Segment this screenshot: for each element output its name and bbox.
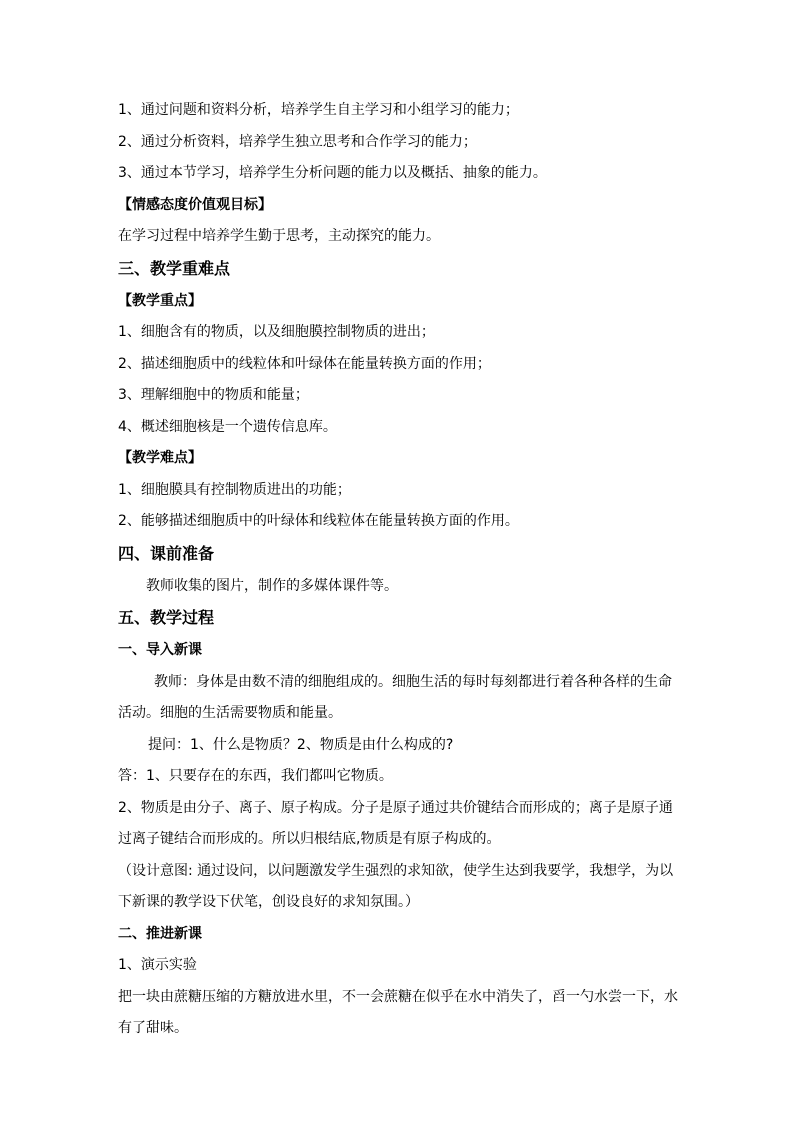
- question-text: 提问：1、什么是物质？2、物质是由什么构成的?: [148, 736, 454, 753]
- preparation-text: 教师收集的图片，制作的多媒体课件等。: [146, 577, 398, 594]
- step-1-text: 1、演示实验: [118, 957, 197, 973]
- difficult-point-1: 1、细胞膜具有控制物质进出的功能；: [118, 481, 351, 498]
- teacher-paragraph: 教师：身体是由数不清的细胞组成的。细胞生活的每时每刻都进行着各种各样的生命活动。细胞的生活需要物质和能量。: [118, 673, 672, 721]
- difficult-point-2: 2、能够描述细胞质中的叶绿体和线粒体在能量转换方面的作用。: [118, 513, 519, 529]
- section-5-title: 五、教学过程: [118, 608, 215, 627]
- section-3-title: 三、教学重难点: [118, 258, 231, 278]
- emotion-goal-heading: 【情感态度价值观目标】: [118, 196, 272, 213]
- answer-1-text: 答：1、只要存在的东西，我们都叫它物质。: [118, 768, 393, 784]
- ability-goal-2: 2、通过分析资料，培养学生独立思考和合作学习的能力；: [118, 133, 477, 150]
- difficult-points-heading: 【教学难点】: [118, 450, 202, 466]
- design-intent-text: （设计意图: 通过设问，以问题激发学生强烈的求知欲，使学生达到我要学，我想学，为以下新课的教学设下伏笔，创设良好的求知氛围。）: [118, 862, 674, 910]
- key-points-heading: 【教学重点】: [118, 292, 202, 309]
- emotion-goal-text: 在学习过程中培养学生勤于思考，主动探究的能力。: [118, 228, 440, 244]
- key-point-1: 1、细胞含有的物质，以及细胞膜控制物质的进出；: [118, 324, 435, 340]
- section-4-title: 四、课前准备: [118, 543, 215, 563]
- ability-goal-3: 3、通过本节学习，培养学生分析问题的能力以及概括、抽象的能力。: [118, 165, 547, 181]
- key-point-2: 2、描述细胞质中的线粒体和叶绿体在能量转换方面的作用；: [118, 355, 491, 372]
- part-2-title: 二、推进新课: [118, 925, 202, 942]
- key-point-4: 4、概述细胞核是一个遗传信息库。: [118, 418, 337, 435]
- ability-goal-1: 1、通过问题和资料分析，培养学生自主学习和小组学习的能力；: [118, 102, 519, 118]
- part-1-title: 一、导入新课: [118, 642, 202, 658]
- experiment-text: 把一块由蔗糖压缩的方糖放进水里，不一会蔗糖在似乎在水中消失了，舀一勺水尝一下，水有了甜味。: [118, 988, 678, 1036]
- document-page: [118, 100, 678, 1050]
- key-point-3: 3、理解细胞中的物质和能量；: [118, 387, 309, 403]
- answer-2-text: 2、物质是由分子、离子、原子构成。分子是原子通过共价键结合而形成的；离子是原子通过离子键结合而形成的。所以归根结底,物质是有原子构成的。: [118, 799, 673, 847]
